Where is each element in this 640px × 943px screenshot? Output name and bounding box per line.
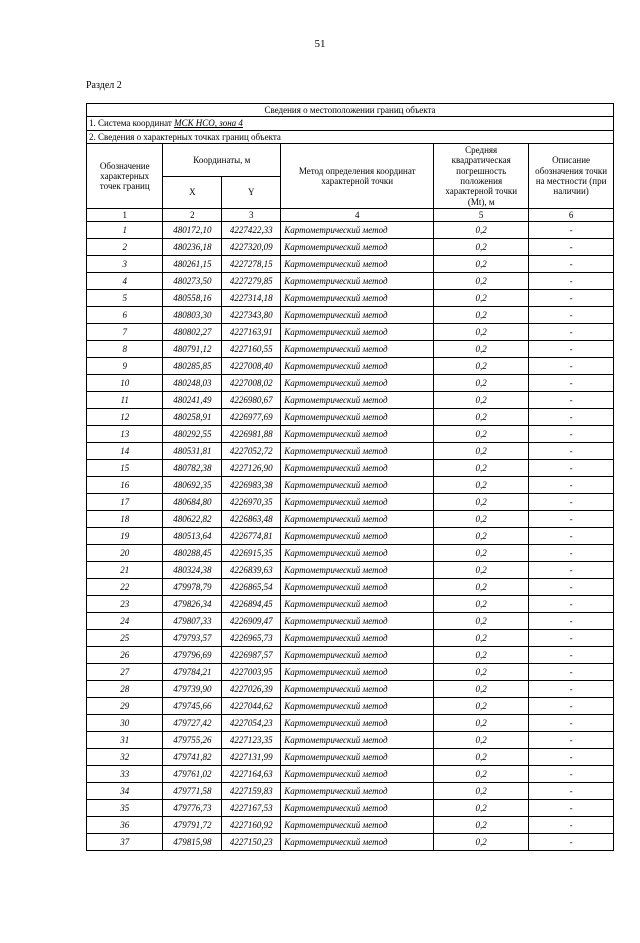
cell-method: Картометрический метод xyxy=(281,596,434,613)
cell-description: - xyxy=(529,732,614,749)
cell-coordinate-x: 480248,03 xyxy=(163,375,222,392)
cell-coordinate-y: 4226981,88 xyxy=(222,426,281,443)
table-row xyxy=(87,528,614,545)
cell-method: Картометрический метод xyxy=(281,817,434,834)
cell-method: Картометрический метод xyxy=(281,392,434,409)
cell-point-number: 1 xyxy=(87,222,163,239)
column-number-6: 6 xyxy=(529,209,614,222)
cell-method: Картометрический метод xyxy=(281,715,434,732)
coordinate-system-row xyxy=(87,117,614,130)
cell-point-number: 25 xyxy=(87,630,163,647)
cell-point-number: 7 xyxy=(87,324,163,341)
header-y: Y xyxy=(222,176,281,209)
cell-description: - xyxy=(529,256,614,273)
cell-mse: 0,2 xyxy=(434,698,529,715)
cell-method: Картометрический метод xyxy=(281,256,434,273)
table-row xyxy=(87,307,614,324)
cell-method: Картометрический метод xyxy=(281,358,434,375)
table-row xyxy=(87,341,614,358)
cell-coordinate-x: 479796,69 xyxy=(163,647,222,664)
table-row xyxy=(87,681,614,698)
cell-mse: 0,2 xyxy=(434,392,529,409)
cell-coordinate-x: 480791,12 xyxy=(163,341,222,358)
cell-description: - xyxy=(529,239,614,256)
table-row xyxy=(87,834,614,851)
cell-description: - xyxy=(529,341,614,358)
cell-coordinate-y: 4227314,18 xyxy=(222,290,281,307)
header-description: Описание обозначения точки на местности (при наличии) xyxy=(529,144,614,209)
cell-description: - xyxy=(529,749,614,766)
cell-description: - xyxy=(529,800,614,817)
cell-coordinate-y: 4226915,35 xyxy=(222,545,281,562)
cell-coordinate-x: 479745,66 xyxy=(163,698,222,715)
cell-method: Картометрический метод xyxy=(281,443,434,460)
table-row xyxy=(87,630,614,647)
cell-method: Картометрический метод xyxy=(281,426,434,443)
cell-description: - xyxy=(529,460,614,477)
cell-method: Картометрический метод xyxy=(281,239,434,256)
cell-mse: 0,2 xyxy=(434,324,529,341)
cell-coordinate-y: 4227052,72 xyxy=(222,443,281,460)
cell-mse: 0,2 xyxy=(434,783,529,800)
table-row xyxy=(87,545,614,562)
cell-method: Картометрический метод xyxy=(281,324,434,341)
cell-description: - xyxy=(529,783,614,800)
table-row xyxy=(87,664,614,681)
cell-description: - xyxy=(529,511,614,528)
cell-mse: 0,2 xyxy=(434,817,529,834)
cell-coordinate-y: 4227159,83 xyxy=(222,783,281,800)
cell-coordinate-y: 4227008,02 xyxy=(222,375,281,392)
table-row xyxy=(87,749,614,766)
cell-point-number: 26 xyxy=(87,647,163,664)
cell-point-number: 27 xyxy=(87,664,163,681)
cell-point-number: 5 xyxy=(87,290,163,307)
cell-mse: 0,2 xyxy=(434,341,529,358)
coordinate-system-value: МСК НСО, зона 4 xyxy=(174,118,243,129)
cell-mse: 0,2 xyxy=(434,664,529,681)
cell-coordinate-x: 480782,38 xyxy=(163,460,222,477)
cell-point-number: 18 xyxy=(87,511,163,528)
cell-description: - xyxy=(529,681,614,698)
cell-point-number: 29 xyxy=(87,698,163,715)
cell-point-number: 34 xyxy=(87,783,163,800)
cell-coordinate-y: 4227160,55 xyxy=(222,341,281,358)
cell-point-number: 31 xyxy=(87,732,163,749)
cell-mse: 0,2 xyxy=(434,307,529,324)
table-row xyxy=(87,460,614,477)
cell-mse: 0,2 xyxy=(434,732,529,749)
column-number-1: 1 xyxy=(87,209,163,222)
cell-mse: 0,2 xyxy=(434,222,529,239)
cell-coordinate-x: 480802,27 xyxy=(163,324,222,341)
cell-coordinate-x: 480622,82 xyxy=(163,511,222,528)
subsection-2-label: 2. Сведения о характерных точках границ объекта xyxy=(87,130,614,143)
cell-point-number: 13 xyxy=(87,426,163,443)
cell-coordinate-x: 480236,18 xyxy=(163,239,222,256)
cell-method: Картометрический метод xyxy=(281,222,434,239)
table-row xyxy=(87,715,614,732)
column-number-row xyxy=(87,209,614,222)
cell-mse: 0,2 xyxy=(434,715,529,732)
cell-method: Картометрический метод xyxy=(281,783,434,800)
cell-point-number: 16 xyxy=(87,477,163,494)
cell-description: - xyxy=(529,477,614,494)
cell-description: - xyxy=(529,358,614,375)
cell-method: Картометрический метод xyxy=(281,494,434,511)
cell-point-number: 24 xyxy=(87,613,163,630)
cell-coordinate-y: 4226983,38 xyxy=(222,477,281,494)
cell-coordinate-x: 480531,81 xyxy=(163,443,222,460)
cell-description: - xyxy=(529,562,614,579)
cell-coordinate-y: 4226865,54 xyxy=(222,579,281,596)
cell-description: - xyxy=(529,273,614,290)
table-row xyxy=(87,817,614,834)
cell-coordinate-y: 4227279,85 xyxy=(222,273,281,290)
cell-description: - xyxy=(529,307,614,324)
cell-coordinate-x: 479739,90 xyxy=(163,681,222,698)
cell-mse: 0,2 xyxy=(434,511,529,528)
cell-mse: 0,2 xyxy=(434,528,529,545)
table-row xyxy=(87,783,614,800)
cell-coordinate-y: 4227150,23 xyxy=(222,834,281,851)
cell-coordinate-y: 4227026,39 xyxy=(222,681,281,698)
cell-coordinate-y: 4227167,53 xyxy=(222,800,281,817)
cell-coordinate-y: 4227003,95 xyxy=(222,664,281,681)
cell-point-number: 3 xyxy=(87,256,163,273)
table-row xyxy=(87,273,614,290)
cell-coordinate-y: 4227164,63 xyxy=(222,766,281,783)
cell-mse: 0,2 xyxy=(434,358,529,375)
cell-description: - xyxy=(529,392,614,409)
cell-description: - xyxy=(529,715,614,732)
cell-description: - xyxy=(529,324,614,341)
cell-point-number: 22 xyxy=(87,579,163,596)
cell-point-number: 19 xyxy=(87,528,163,545)
cell-point-number: 8 xyxy=(87,341,163,358)
cell-method: Картометрический метод xyxy=(281,766,434,783)
cell-mse: 0,2 xyxy=(434,647,529,664)
cell-description: - xyxy=(529,443,614,460)
cell-description: - xyxy=(529,698,614,715)
cell-mse: 0,2 xyxy=(434,256,529,273)
cell-point-number: 17 xyxy=(87,494,163,511)
cell-method: Картометрический метод xyxy=(281,698,434,715)
cell-coordinate-y: 4227126,90 xyxy=(222,460,281,477)
coordinate-system-prefix: 1. Система координат xyxy=(89,118,175,129)
cell-method: Картометрический метод xyxy=(281,613,434,630)
cell-mse: 0,2 xyxy=(434,409,529,426)
cell-point-number: 6 xyxy=(87,307,163,324)
cell-point-number: 33 xyxy=(87,766,163,783)
cell-mse: 0,2 xyxy=(434,562,529,579)
table-row xyxy=(87,358,614,375)
cell-description: - xyxy=(529,426,614,443)
cell-coordinate-x: 479741,82 xyxy=(163,749,222,766)
header-mse: Средняя квадратическая погрешность положения характерной точки (Mt), м xyxy=(434,144,529,209)
cell-coordinate-y: 4227008,40 xyxy=(222,358,281,375)
cell-description: - xyxy=(529,579,614,596)
table-row xyxy=(87,766,614,783)
table-row xyxy=(87,443,614,460)
table-row xyxy=(87,392,614,409)
column-number-5: 5 xyxy=(434,209,529,222)
cell-method: Картометрический метод xyxy=(281,834,434,851)
cell-coordinate-x: 480288,45 xyxy=(163,545,222,562)
cell-coordinate-x: 479784,21 xyxy=(163,664,222,681)
cell-coordinate-x: 479793,57 xyxy=(163,630,222,647)
cell-point-number: 30 xyxy=(87,715,163,732)
table-row xyxy=(87,256,614,273)
cell-point-number: 32 xyxy=(87,749,163,766)
table-row xyxy=(87,290,614,307)
cell-coordinate-y: 4226970,35 xyxy=(222,494,281,511)
cell-coordinate-y: 4227422,33 xyxy=(222,222,281,239)
cell-method: Картометрический метод xyxy=(281,664,434,681)
header-method: Метод определения координат характерной точки xyxy=(281,144,434,209)
cell-coordinate-x: 479727,42 xyxy=(163,715,222,732)
cell-coordinate-y: 4227131,99 xyxy=(222,749,281,766)
column-number-3: 3 xyxy=(222,209,281,222)
cell-mse: 0,2 xyxy=(434,290,529,307)
table-row xyxy=(87,222,614,239)
cell-coordinate-x: 480558,16 xyxy=(163,290,222,307)
cell-coordinate-y: 4227123,35 xyxy=(222,732,281,749)
table-row xyxy=(87,375,614,392)
cell-method: Картометрический метод xyxy=(281,341,434,358)
cell-point-number: 15 xyxy=(87,460,163,477)
column-number-4: 4 xyxy=(281,209,434,222)
cell-description: - xyxy=(529,290,614,307)
header-x: X xyxy=(163,176,222,209)
header-coordinates-group: Координаты, м xyxy=(163,144,281,177)
table-row xyxy=(87,562,614,579)
cell-coordinate-y: 4226863,48 xyxy=(222,511,281,528)
cell-coordinate-x: 480172,10 xyxy=(163,222,222,239)
cell-coordinate-y: 4227278,15 xyxy=(222,256,281,273)
cell-coordinate-y: 4226774,81 xyxy=(222,528,281,545)
column-number-2: 2 xyxy=(163,209,222,222)
cell-method: Картометрический метод xyxy=(281,511,434,528)
cell-method: Картометрический метод xyxy=(281,579,434,596)
cell-method: Картометрический метод xyxy=(281,290,434,307)
cell-method: Картометрический метод xyxy=(281,477,434,494)
table-row xyxy=(87,409,614,426)
cell-point-number: 12 xyxy=(87,409,163,426)
cell-coordinate-x: 480258,91 xyxy=(163,409,222,426)
cell-description: - xyxy=(529,494,614,511)
table-header-row-1 xyxy=(87,144,614,177)
cell-description: - xyxy=(529,375,614,392)
cell-coordinate-x: 480513,64 xyxy=(163,528,222,545)
cell-mse: 0,2 xyxy=(434,477,529,494)
cell-mse: 0,2 xyxy=(434,460,529,477)
subsection-2-row xyxy=(87,130,614,143)
cell-point-number: 10 xyxy=(87,375,163,392)
table-row xyxy=(87,511,614,528)
cell-coordinate-x: 479826,34 xyxy=(163,596,222,613)
cell-point-number: 37 xyxy=(87,834,163,851)
cell-mse: 0,2 xyxy=(434,579,529,596)
cell-coordinate-x: 480292,55 xyxy=(163,426,222,443)
cell-coordinate-y: 4227320,09 xyxy=(222,239,281,256)
cell-coordinate-y: 4226987,57 xyxy=(222,647,281,664)
cell-point-number: 21 xyxy=(87,562,163,579)
cell-point-number: 23 xyxy=(87,596,163,613)
cell-coordinate-y: 4226977,69 xyxy=(222,409,281,426)
table-body xyxy=(87,222,614,851)
cell-method: Картометрический метод xyxy=(281,647,434,664)
cell-mse: 0,2 xyxy=(434,443,529,460)
cell-coordinate-x: 480803,30 xyxy=(163,307,222,324)
cell-method: Картометрический метод xyxy=(281,409,434,426)
cell-coordinate-x: 479755,26 xyxy=(163,732,222,749)
cell-description: - xyxy=(529,528,614,545)
cell-coordinate-x: 479791,72 xyxy=(163,817,222,834)
document-page xyxy=(0,38,640,943)
table-row xyxy=(87,579,614,596)
cell-mse: 0,2 xyxy=(434,375,529,392)
cell-coordinate-x: 480324,38 xyxy=(163,562,222,579)
table-row xyxy=(87,239,614,256)
cell-coordinate-x: 479776,73 xyxy=(163,800,222,817)
cell-point-number: 36 xyxy=(87,817,163,834)
cell-point-number: 4 xyxy=(87,273,163,290)
cell-coordinate-y: 4227044,62 xyxy=(222,698,281,715)
cell-method: Картометрический метод xyxy=(281,273,434,290)
cell-coordinate-x: 480241,49 xyxy=(163,392,222,409)
cell-point-number: 9 xyxy=(87,358,163,375)
cell-method: Картометрический метод xyxy=(281,528,434,545)
cell-coordinate-x: 479761,02 xyxy=(163,766,222,783)
table-row xyxy=(87,800,614,817)
table-title-row xyxy=(87,104,614,117)
cell-coordinate-x: 479978,79 xyxy=(163,579,222,596)
cell-mse: 0,2 xyxy=(434,749,529,766)
cell-coordinate-y: 4227160,92 xyxy=(222,817,281,834)
cell-description: - xyxy=(529,834,614,851)
cell-point-number: 35 xyxy=(87,800,163,817)
table-row xyxy=(87,647,614,664)
cell-mse: 0,2 xyxy=(434,545,529,562)
table-row xyxy=(87,324,614,341)
cell-coordinate-y: 4226965,73 xyxy=(222,630,281,647)
cell-point-number: 20 xyxy=(87,545,163,562)
table-row xyxy=(87,698,614,715)
cell-description: - xyxy=(529,596,614,613)
cell-coordinate-y: 4226894,45 xyxy=(222,596,281,613)
cell-method: Картометрический метод xyxy=(281,681,434,698)
cell-method: Картометрический метод xyxy=(281,749,434,766)
cell-coordinate-y: 4226839,63 xyxy=(222,562,281,579)
cell-coordinate-x: 479815,98 xyxy=(163,834,222,851)
cell-description: - xyxy=(529,613,614,630)
table-title: Сведения о местоположении границ объекта xyxy=(87,104,614,117)
cell-mse: 0,2 xyxy=(434,494,529,511)
cell-point-number: 11 xyxy=(87,392,163,409)
table-row xyxy=(87,732,614,749)
cell-description: - xyxy=(529,545,614,562)
cell-point-number: 14 xyxy=(87,443,163,460)
cell-coordinate-x: 479771,58 xyxy=(163,783,222,800)
table-row xyxy=(87,477,614,494)
cell-coordinate-x: 480684,80 xyxy=(163,494,222,511)
cell-description: - xyxy=(529,647,614,664)
header-point-designation: Обозначение характерных точек границ xyxy=(87,144,163,209)
boundary-points-table xyxy=(86,103,614,851)
cell-mse: 0,2 xyxy=(434,273,529,290)
cell-coordinate-y: 4227054,23 xyxy=(222,715,281,732)
cell-coordinate-x: 480285,85 xyxy=(163,358,222,375)
cell-description: - xyxy=(529,664,614,681)
cell-coordinate-x: 480273,50 xyxy=(163,273,222,290)
cell-method: Картометрический метод xyxy=(281,375,434,392)
cell-description: - xyxy=(529,409,614,426)
cell-description: - xyxy=(529,817,614,834)
cell-method: Картометрический метод xyxy=(281,460,434,477)
cell-coordinate-y: 4226909,47 xyxy=(222,613,281,630)
cell-method: Картометрический метод xyxy=(281,545,434,562)
cell-method: Картометрический метод xyxy=(281,562,434,579)
cell-mse: 0,2 xyxy=(434,596,529,613)
cell-coordinate-y: 4227343,80 xyxy=(222,307,281,324)
cell-mse: 0,2 xyxy=(434,630,529,647)
cell-mse: 0,2 xyxy=(434,800,529,817)
cell-mse: 0,2 xyxy=(434,681,529,698)
table-row xyxy=(87,426,614,443)
cell-coordinate-x: 479807,33 xyxy=(163,613,222,630)
table-row xyxy=(87,613,614,630)
cell-point-number: 28 xyxy=(87,681,163,698)
table-row xyxy=(87,596,614,613)
cell-coordinate-x: 480692,35 xyxy=(163,477,222,494)
cell-coordinate-y: 4227163,91 xyxy=(222,324,281,341)
cell-description: - xyxy=(529,222,614,239)
cell-mse: 0,2 xyxy=(434,834,529,851)
cell-method: Картометрический метод xyxy=(281,630,434,647)
cell-method: Картометрический метод xyxy=(281,732,434,749)
cell-coordinate-x: 480261,15 xyxy=(163,256,222,273)
cell-mse: 0,2 xyxy=(434,426,529,443)
cell-method: Картометрический метод xyxy=(281,307,434,324)
cell-mse: 0,2 xyxy=(434,239,529,256)
section-label: Раздел 2 xyxy=(86,80,122,91)
page-number: 51 xyxy=(314,38,326,50)
cell-coordinate-y: 4226980,67 xyxy=(222,392,281,409)
cell-point-number: 2 xyxy=(87,239,163,256)
cell-description: - xyxy=(529,766,614,783)
cell-mse: 0,2 xyxy=(434,766,529,783)
table-row xyxy=(87,494,614,511)
cell-mse: 0,2 xyxy=(434,613,529,630)
cell-description: - xyxy=(529,630,614,647)
cell-method: Картометрический метод xyxy=(281,800,434,817)
